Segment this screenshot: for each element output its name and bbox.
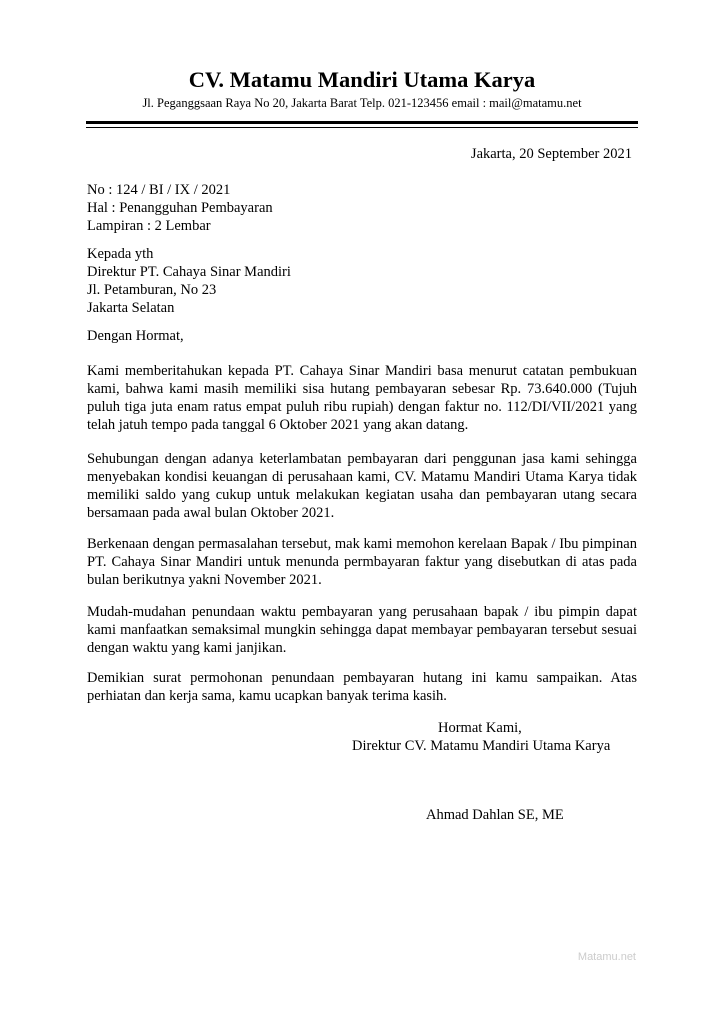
recipient-name: Direktur PT. Cahaya Sinar Mandiri	[87, 264, 291, 280]
signer-name: Ahmad Dahlan SE, ME	[426, 807, 564, 823]
letter-date: Jakarta, 20 September 2021	[470, 146, 632, 162]
letterhead-divider-thick	[86, 121, 638, 124]
letter-attachment: Lampiran : 2 Lembar	[87, 218, 211, 234]
letter-number: No : 124 / BI / IX / 2021	[87, 182, 231, 198]
paragraph-5: Demikian surat permohonan penundaan pembayaran hutang ini kamu sampaikan. Atas perhiatan dan kerja sama, kamu ucapkan banyak terima kasih.	[87, 670, 637, 704]
closing-block	[352, 719, 610, 755]
letter-subject: Hal : Penangguhan Pembayaran	[87, 200, 273, 216]
paragraph-4: Mudah-mudahan penundaan waktu pembayaran yang perusahaan bapak / ibu pimpin dapat kami manfaatkan semaksimal mungkin sehingga dapat membayar pembayaran tersebut sesuai dengan waktu yang kami janjikan.	[87, 604, 637, 656]
letterhead-divider-thin	[86, 127, 638, 128]
letter-meta	[87, 181, 273, 235]
closing-title: Direktur CV. Matamu Mandiri Utama Karya	[352, 738, 611, 754]
letterhead	[0, 66, 724, 111]
closing-regards: Hormat Kami,	[438, 720, 522, 736]
company-address: Jl. Peganggsaan Raya No 20, Jakarta Barat Telp. 021-123456 email : mail@matamu.net	[142, 96, 582, 110]
company-name: CV. Matamu Mandiri Utama Karya	[188, 67, 536, 92]
greeting: Dengan Hormat,	[87, 328, 184, 344]
paragraph-3: Berkenaan dengan permasalahan tersebut, mak kami memohon kerelaan Bapak / Ibu pimpinan PT. Cahaya Sinar Mandiri untuk menunda permbayaran faktur yang disebutkan di atas pada bulan berikutnya yakni November 2021.	[87, 536, 637, 588]
watermark: Matamu.net	[577, 951, 636, 963]
recipient-block	[87, 245, 291, 317]
recipient-street: Jl. Petamburan, No 23	[87, 282, 217, 298]
recipient-salutation: Kepada yth	[87, 246, 154, 262]
paragraph-2: Sehubungan dengan adanya keterlambatan pembayaran dari penggunan jasa kami sehingga menyebakan kondisi keuangan di perusahaan kami, CV. Matamu Mandiri Utama Karya tidak memiliki saldo yang cukup untuk melakukan kegiatan usaha dan pembayaran utang secara bersamaan pada awal bulan Oktober 2021.	[87, 451, 637, 521]
recipient-city: Jakarta Selatan	[87, 300, 175, 316]
paragraph-1: Kami memberitahukan kepada PT. Cahaya Sinar Mandiri basa menurut catatan pembukuan kami, bahwa kami masih memiliki sisa hutang pembayaran sebesar Rp. 73.640.000 (Tujuh puluh tiga juta enam ratus empat puluh ribu rupiah) dengan faktur no. 112/DI/VII/2021 yang telah jatuh tempo pada tanggal 6 Oktober 2021 yang akan datang.	[87, 363, 637, 433]
